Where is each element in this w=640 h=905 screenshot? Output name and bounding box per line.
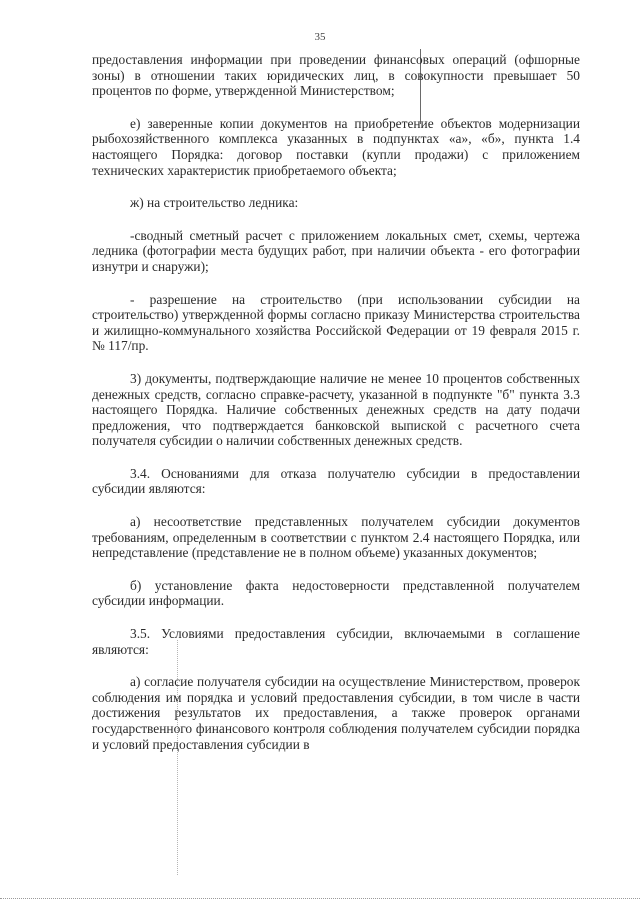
paragraph: 3.5. Условиями предоставления субсидии, включаемыми в соглашение являются: — [92, 626, 580, 657]
paragraph: 3) документы, подтверждающие наличие не менее 10 процентов собственных денежных средств, согласно справке-расчету, указанной в подпункте "б" пункта 3.3 настоящего Порядка. Наличие собственных денежных средств на дату подачи предложения, что подтверждается банковской выпиской с расчетного счета получателя субсидии о наличии собственных денежных средств. — [92, 370, 580, 449]
paragraph: ж) на строительство ледника: — [130, 195, 299, 211]
paragraph: б) установление факта недостоверности представленной получателем субсидии информации. — [92, 577, 580, 609]
page-bottom-edge — [0, 898, 640, 899]
page-number: 35 — [314, 31, 326, 43]
paragraph: е) заверенные копии документов на приобретение объектов модернизации рыбохозяйственного комплекса указанных в подпунктах «а», «б», пункта 1.4 настоящего Порядка: договор поставки (купли продажи) с приложением технических характеристик приобретаемого объекта; — [92, 115, 580, 178]
paragraph: предоставления информации при проведении финансовых операций (офшорные зоны) в отношении таких юридических лиц, в совокупности превышает 50 процентов по форме, утвержденной Министерством; — [92, 52, 580, 99]
document-body — [92, 52, 580, 769]
paragraph: - разрешение на строительство (при использовании субсидии на строительство) утвержденной формы согласно приказу Министерства строительства и жилищно-коммунального хозяйства Российской Федерации от 19 февраля 2015 г. № 117/пр. — [92, 291, 580, 354]
paragraph: 3.4. Основаниями для отказа получателю субсидии в предоставлении субсидии являются: — [92, 465, 580, 497]
paragraph: а) согласие получателя субсидии на осуществление Министерством, проверок соблюдения им порядка и условий предоставления субсидии, в том числе в части достижения результатов их предоставления, а также проверок органами государственного финансового контроля соблюдения получателем субсидии порядка и условий предоставления субсидии в — [92, 674, 580, 752]
paragraph: а) несоответствие представленных получателем субсидии документов требованиям, определенным в соответствии с пунктом 2.4 настоящего Порядка, или непредставление (представление не в полном объеме) указанных документов; — [92, 514, 580, 561]
paragraph: -сводный сметный расчет с приложением локальных смет, схемы, чертежа ледника (фотографии места будущих работ, при наличии объекта - его фотографии изнутри и снаружи); — [92, 227, 580, 274]
